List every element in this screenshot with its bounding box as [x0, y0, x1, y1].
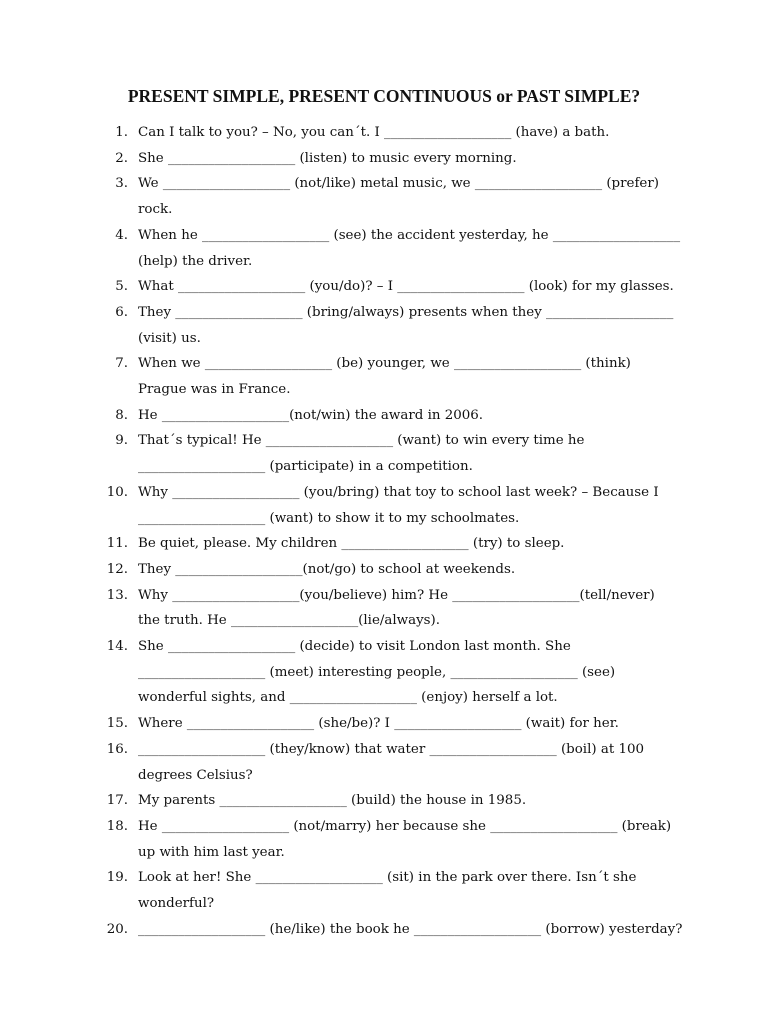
exercise-text-line: degrees Celsius?	[138, 767, 253, 783]
exercise-list	[0, 120, 768, 943]
exercise-number: 16.	[106, 741, 128, 757]
exercise-text-line: the truth. He ___________________(lie/always).	[138, 613, 441, 629]
exercise-item	[0, 171, 768, 222]
exercise-item	[0, 814, 768, 865]
exercise-number: 5.	[115, 279, 128, 295]
exercise-text-line: Where ___________________ (she/be)? I ___________________ (wait) for her.	[138, 716, 619, 732]
exercise-text-line: We ___________________ (not/like) metal music, we ___________________ (prefer)	[138, 176, 659, 192]
exercise-item	[0, 531, 768, 557]
exercise-text-line: wonderful sights, and ___________________ (enjoy) herself a lot.	[138, 690, 558, 706]
exercise-item	[0, 711, 768, 737]
exercise-text-line: (visit) us.	[138, 330, 201, 346]
exercise-item	[0, 351, 768, 402]
worksheet-title: PRESENT SIMPLE, PRESENT CONTINUOUS or PAST SIMPLE?	[127, 86, 641, 106]
exercise-number: 8.	[115, 407, 128, 423]
exercise-item	[0, 865, 768, 916]
exercise-item	[0, 917, 768, 943]
exercise-item	[0, 557, 768, 583]
exercise-text-line: ___________________ (want) to show it to my schoolmates.	[138, 510, 520, 526]
exercise-item	[0, 634, 768, 711]
exercise-item	[0, 223, 768, 274]
exercise-text-line: My parents ___________________ (build) the house in 1985.	[138, 793, 527, 809]
exercise-number: 4.	[115, 227, 128, 243]
exercise-number: 2.	[115, 150, 128, 166]
exercise-text-line: When he ___________________ (see) the accident yesterday, he ___________________	[138, 227, 681, 243]
exercise-text-line: rock.	[138, 202, 173, 218]
exercise-text-line: Can I talk to you? – No, you can´t. I ___________________ (have) a bath.	[138, 125, 610, 140]
exercise-text-line: They ___________________(not/go) to school at weekends.	[138, 561, 516, 577]
exercise-item	[0, 583, 768, 634]
exercise-number: 18.	[106, 818, 128, 834]
exercise-text-line: They ___________________ (bring/always) presents when they ___________________	[138, 304, 674, 320]
exercise-number: 7.	[115, 356, 128, 372]
exercise-item	[0, 428, 768, 479]
exercise-text-line: When we ___________________ (be) younger, we ___________________ (think)	[138, 356, 631, 372]
exercise-number: 1.	[115, 125, 128, 140]
exercise-item	[0, 274, 768, 300]
exercise-text-line: He ___________________(not/win) the award in 2006.	[138, 407, 484, 423]
exercise-number: 9.	[115, 433, 128, 449]
exercise-text-line: What ___________________ (you/do)? – I ___________________ (look) for my glasses.	[138, 279, 674, 295]
exercise-number: 12.	[106, 561, 128, 577]
exercise-item	[0, 480, 768, 531]
exercise-text-line: (help) the driver.	[138, 253, 253, 269]
exercise-number: 3.	[115, 176, 128, 192]
exercise-text-line: She ___________________ (listen) to music every morning.	[138, 150, 517, 166]
exercise-text-line: Be quiet, please. My children ___________________ (try) to sleep.	[138, 536, 565, 552]
exercise-item	[0, 737, 768, 788]
exercise-number: 15.	[106, 716, 128, 732]
exercise-number: 19.	[106, 870, 128, 886]
exercise-text-line: up with him last year.	[138, 844, 285, 860]
exercise-number: 10.	[106, 484, 128, 500]
exercise-text-line: ___________________ (they/know) that water ___________________ (boil) at 100	[138, 741, 645, 757]
exercise-number: 17.	[106, 793, 128, 809]
exercise-number: 20.	[106, 921, 128, 937]
exercise-text-line: ___________________ (he/like) the book he ___________________ (borrow) yesterday?	[138, 921, 683, 937]
exercise-number: 11.	[106, 536, 128, 552]
exercise-text-line: Why ___________________ (you/bring) that toy to school last week? – Because I	[138, 484, 659, 500]
exercise-text-line: That´s typical! He ___________________ (want) to win every time he	[138, 433, 585, 449]
exercise-text-line: wonderful?	[138, 896, 215, 912]
exercise-text-line: ___________________ (participate) in a competition.	[138, 459, 473, 475]
exercise-item	[0, 788, 768, 814]
exercise-text-line: Why ___________________(you/believe) him? He ___________________(tell/never)	[138, 587, 655, 603]
exercise-text-line: Prague was in France.	[138, 382, 291, 398]
exercise-number: 14.	[106, 639, 128, 655]
exercise-item	[0, 300, 768, 351]
exercise-item	[0, 403, 768, 429]
exercise-text-line: ___________________ (meet) interesting people, ___________________ (see)	[138, 664, 616, 680]
exercise-item	[0, 146, 768, 172]
exercise-item	[0, 120, 768, 146]
exercise-text-line: She ___________________ (decide) to visit London last month. She	[138, 639, 571, 655]
exercise-text-line: Look at her! She ___________________ (sit) in the park over there. Isn´t she	[138, 870, 637, 886]
exercise-number: 6.	[115, 304, 128, 320]
exercise-text-line: He ___________________ (not/marry) her because she ___________________ (break)	[138, 818, 672, 834]
exercise-number: 13.	[106, 587, 128, 603]
